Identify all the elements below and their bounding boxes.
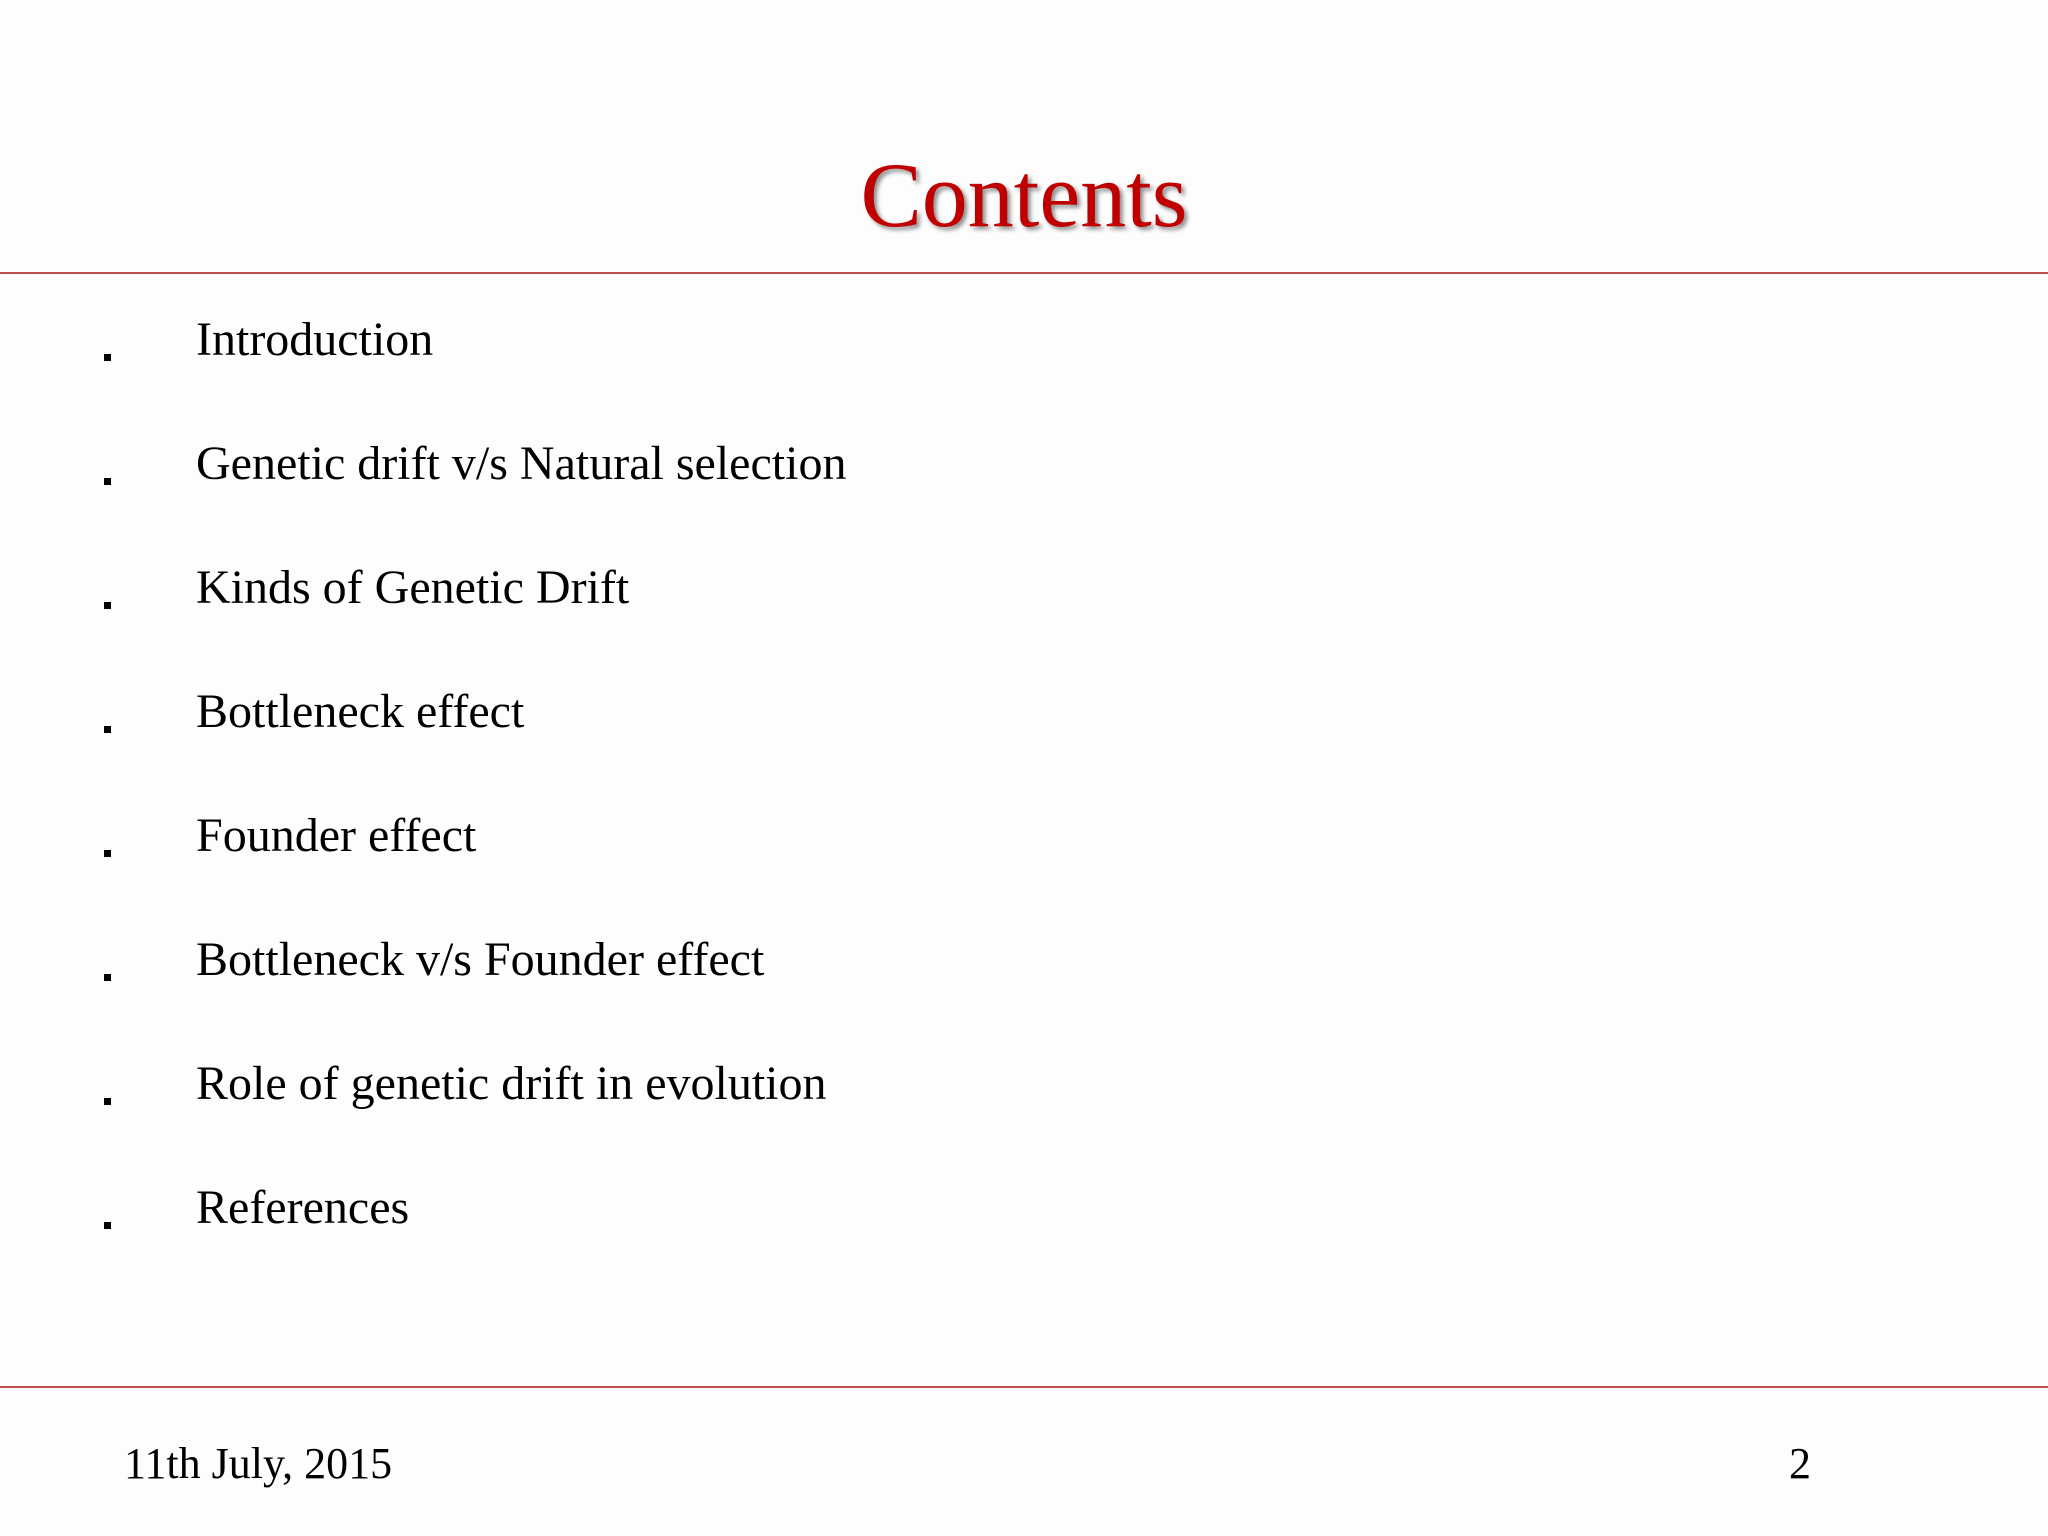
list-item <box>0 1181 2048 1310</box>
list-item <box>0 561 2048 690</box>
list-item <box>0 313 2048 442</box>
list-item-label: References <box>196 1181 410 1234</box>
list-item-label: Genetic drift v/s Natural selection <box>196 437 847 490</box>
square-bullet-icon <box>104 478 111 485</box>
list-item <box>0 685 2048 814</box>
list-item-label: Kinds of Genetic Drift <box>196 561 630 614</box>
square-bullet-icon <box>104 850 111 857</box>
square-bullet-icon <box>104 974 111 981</box>
square-bullet-icon <box>104 354 111 361</box>
footer-divider <box>0 1386 2048 1388</box>
list-item-label: Founder effect <box>196 809 477 862</box>
footer-date: 11th July, 2015 <box>124 1439 393 1488</box>
list-item <box>0 933 2048 1062</box>
list-item <box>0 437 2048 566</box>
list-item-label: Bottleneck v/s Founder effect <box>196 933 765 986</box>
list-item-label: Role of genetic drift in evolution <box>196 1057 827 1110</box>
square-bullet-icon <box>104 602 111 609</box>
list-item <box>0 809 2048 938</box>
square-bullet-icon <box>104 1098 111 1105</box>
list-item-label: Introduction <box>196 313 434 366</box>
page-number: 2 <box>1789 1439 1811 1488</box>
list-item <box>0 1057 2048 1186</box>
list-item-label: Bottleneck effect <box>196 685 525 738</box>
slide-title: Contents <box>860 144 1188 246</box>
title-divider <box>0 272 2048 274</box>
square-bullet-icon <box>104 726 111 733</box>
square-bullet-icon <box>104 1222 111 1229</box>
contents-list <box>0 313 2048 1310</box>
